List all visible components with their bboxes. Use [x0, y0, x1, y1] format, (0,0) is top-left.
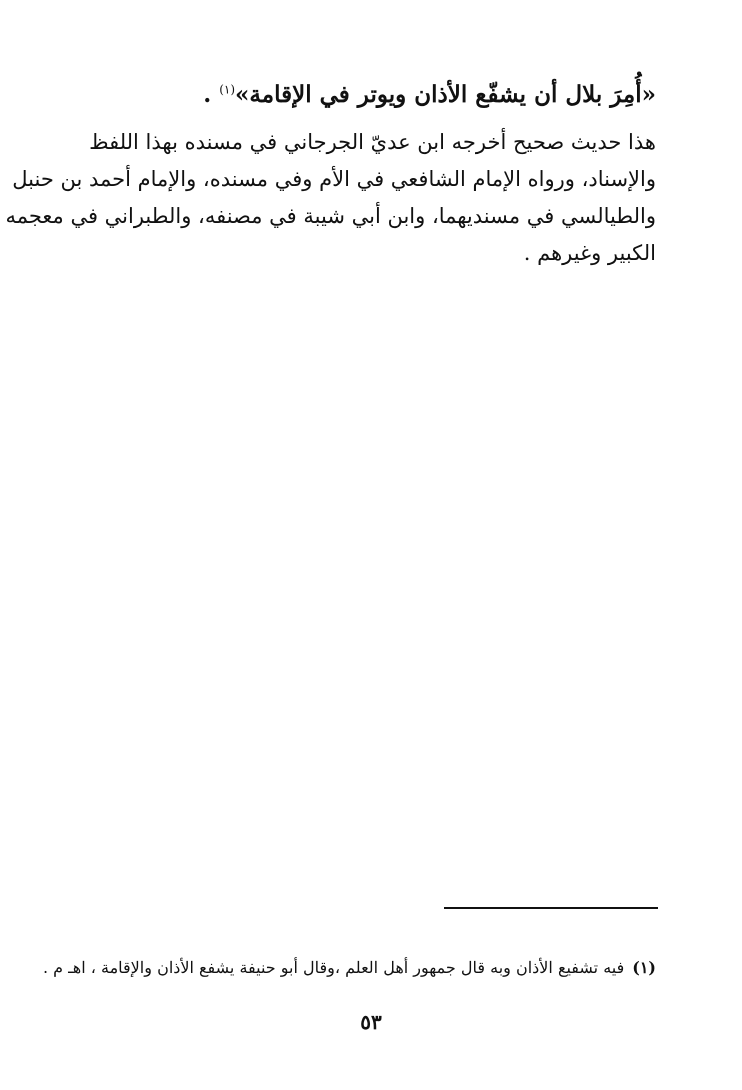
hadith-period: . [203, 81, 220, 108]
paragraph-line-1: هذا حديث صحيح أخرجه ابن عديّ الجرجاني في مسنده بهذا اللفظ [89, 130, 656, 154]
footnote-reference: (١) [219, 82, 236, 97]
paragraph-line-3: والطيالسي في مسنديهما، وابن أبي شيبة في مصنفه، والطبراني في معجمه [5, 204, 656, 228]
footnote [42, 954, 656, 982]
footnote-text: فيه تشفيع الأذان وبه قال جمهور أهل العلم ،وقال أبو حنيفة يشفع الأذان والإقامة ، اهـ م . [42, 958, 625, 977]
hadith-text [76, 78, 656, 112]
paragraph-line-2: والإسناد، ورواه الإمام الشافعي في الأم وفي مسنده، والإمام أحمد بن حنبل [12, 167, 656, 191]
commentary-paragraph [5, 124, 656, 272]
paragraph-line-4: الكبير وغيرهم . [523, 241, 656, 265]
footnote-number: (١) [632, 958, 656, 977]
hadith-quote: «أُمِرَ بلال أن يشفّع الأذان ويوتر في الإقامة» [235, 81, 656, 108]
page-number: ٥٣ [360, 1010, 382, 1034]
footnote-separator [444, 907, 658, 909]
